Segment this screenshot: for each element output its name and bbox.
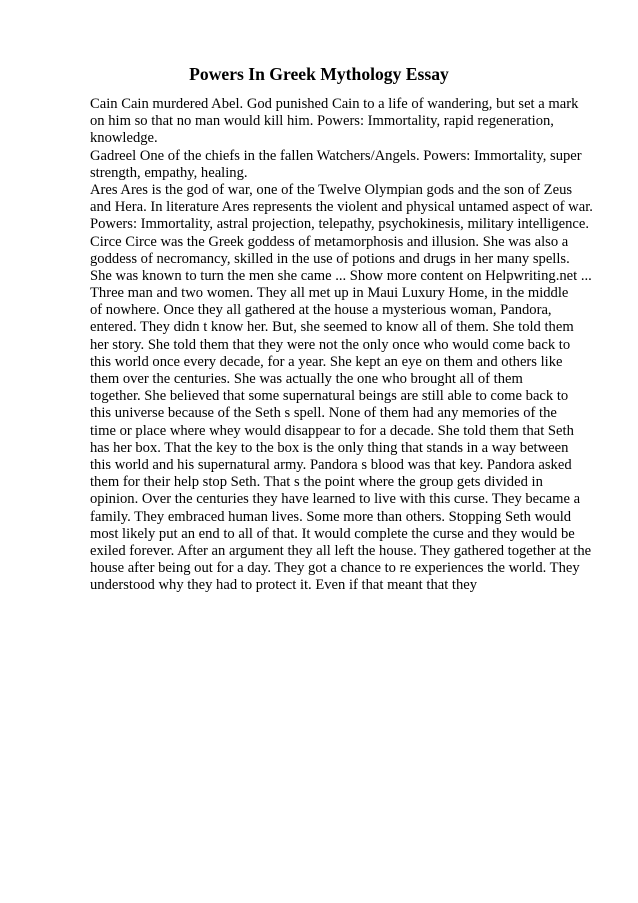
body-line: of nowhere. Once they all gathered at the house a mysterious woman, Pandora,: [90, 302, 552, 319]
body-line: understood why they had to protect it. Even if that meant that they: [90, 577, 478, 594]
body-line: time or place where whey would disappear to for a decade. She told them that Seth: [90, 422, 574, 439]
body-line: Three man and two women. They all met up in Maui Luxury Home, in the middle: [90, 285, 569, 302]
body-line: on him so that no man would kill him. Powers: Immortality, rapid regeneration,: [90, 113, 554, 130]
body-line: has her box. That the key to the box is the only thing that stands in a way between: [90, 439, 569, 456]
body-line: strength, empathy, healing.: [90, 164, 248, 181]
body-line: most likely put an end to all of that. It would complete the curse and they would be: [90, 525, 575, 542]
document-body: [90, 96, 610, 594]
body-line: and Hera. In literature Ares represents the violent and physical untamed aspect of war.: [90, 199, 593, 216]
body-line: this universe because of the Seth s spell. None of them had any memories of the: [90, 405, 557, 422]
body-line: family. They embraced human lives. Some more than others. Stopping Seth would: [90, 508, 572, 525]
body-line: them over the centuries. She was actually the one who brought all of them: [90, 371, 523, 387]
body-line: exiled forever. After an argument they all left the house. They gathered together at the: [90, 542, 592, 559]
body-line: Cain Cain murdered Abel. God punished Cain to a life of wandering, but set a mark: [90, 96, 579, 112]
body-line: Circe Circe was the Greek goddess of metamorphosis and illusion. She was also a: [90, 233, 569, 250]
body-line: Gadreel One of the chiefs in the fallen Watchers/Angels. Powers: Immortality, super: [90, 147, 582, 164]
body-line: this world and his supernatural army. Pandora s blood was that key. Pandora asked: [90, 456, 572, 473]
body-line: together. She believed that some supernatural beings are still able to come back to: [90, 388, 569, 405]
body-line: house after being out for a day. They got a chance to re experiences the world. They: [90, 560, 580, 577]
body-line: She was known to turn the men she came ... Show more content on Helpwriting.net ...: [90, 267, 592, 284]
body-line: them for their help stop Seth. That s the point where the group gets divided in: [90, 474, 543, 491]
body-line: Ares Ares is the god of war, one of the Twelve Olympian gods and the son of Zeus: [90, 181, 573, 198]
body-line: this world once every decade, for a year. She kept an eye on them and others like: [90, 353, 563, 370]
body-line: goddess of necromancy, skilled in the use of potions and drugs in her many spells.: [90, 250, 570, 267]
body-line: opinion. Over the centuries they have learned to live with this curse. They became a: [90, 491, 581, 508]
body-line: entered. They didn t know her. But, she seemed to know all of them. She told them: [90, 319, 574, 336]
body-line: Powers: Immortality, astral projection, telepathy, psychokinesis, military intelligence.: [90, 216, 590, 233]
body-line: knowledge.: [90, 130, 158, 147]
document-title: Powers In Greek Mythology Essay: [189, 64, 449, 84]
body-line: her story. She told them that they were not the only once who would come back to: [90, 336, 571, 353]
